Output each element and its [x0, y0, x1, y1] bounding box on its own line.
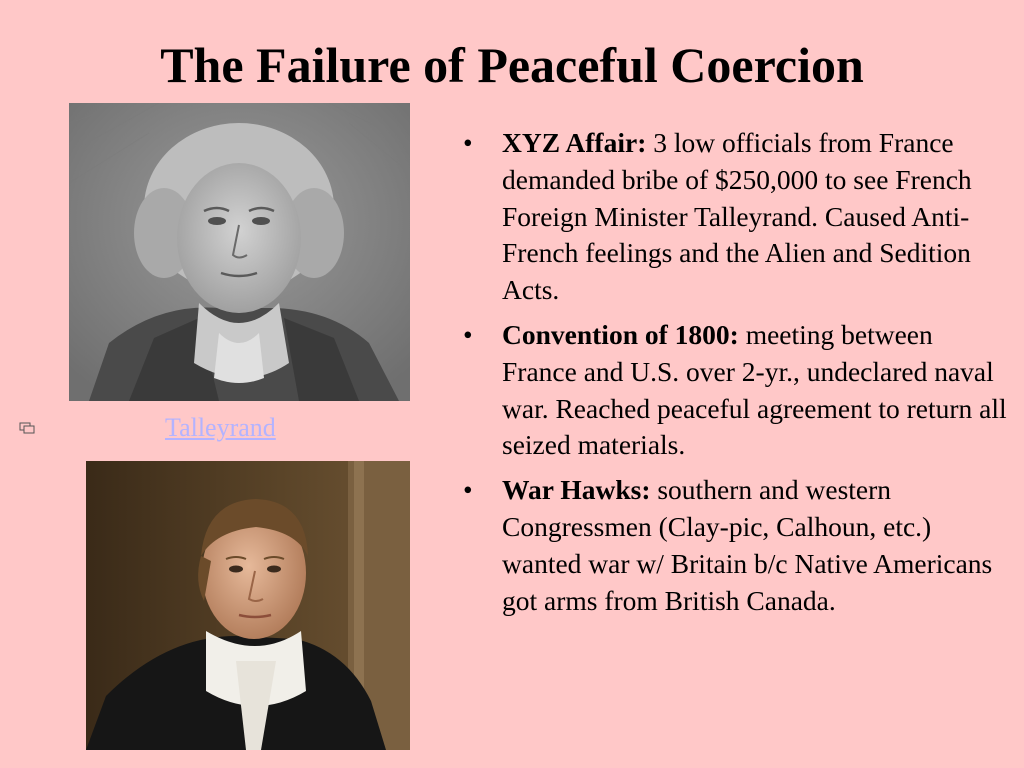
bullet-text: meeting between France and U.S. over 2-yr., undeclared naval war. Reached peaceful agreement to return all seized materials.: [502, 318, 1007, 461]
bullet-xyz-affair: [463, 125, 1008, 309]
bullet-text: southern and western Congressmen (Clay-pic, Calhoun, etc.) wanted war w/ Britain b/c Native Americans got arms from British Canada.: [502, 474, 993, 616]
bullet-term: XYZ Affair:: [502, 127, 647, 158]
bullet-dot: •: [463, 318, 473, 350]
clay-portrait: [86, 461, 410, 750]
talleyrand-caption-link[interactable]: Talleyrand: [165, 413, 276, 442]
talleyrand-portrait: [69, 103, 410, 401]
bullet-war-hawks: [463, 472, 1008, 619]
bullet-text: 3 low officials from France demanded bribe of $250,000 to see French Foreign Minister Talleyrand. Caused Anti-French feelings and the Alien and Sedition Acts.: [502, 127, 972, 306]
bullet-term: Convention of 1800:: [502, 318, 739, 350]
link-marker-icon: [19, 421, 35, 433]
slide-title: The Failure of Peaceful Coercion: [160, 37, 864, 93]
bullet-term: War Hawks:: [502, 474, 651, 506]
bullet-dot: •: [463, 474, 473, 506]
bullet-list: [463, 125, 1008, 627]
bullet-dot: •: [463, 127, 473, 158]
bullet-convention-1800: [463, 317, 1008, 464]
